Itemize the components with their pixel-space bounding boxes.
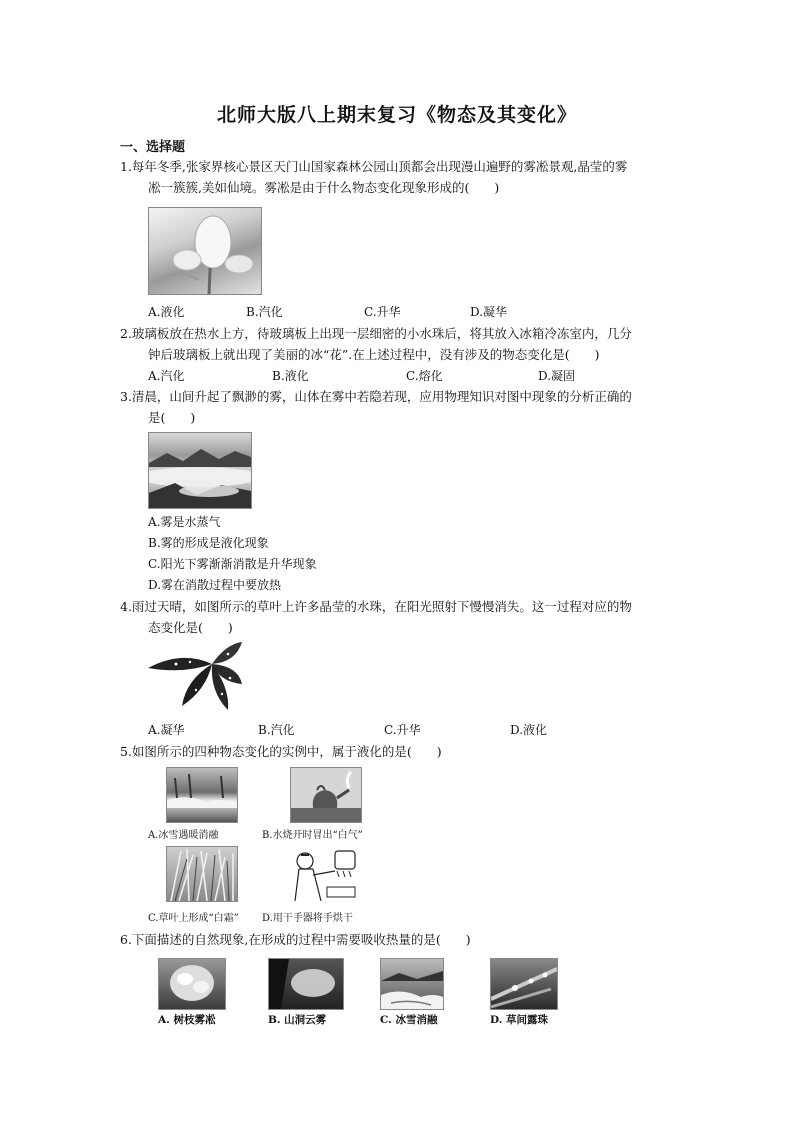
q3-option-a[interactable]: A.雾是水蒸气 — [148, 515, 221, 529]
q4-option-d[interactable]: D.液化 — [510, 723, 548, 737]
q5-photo-d — [290, 846, 362, 902]
q5-caption-c[interactable]: C.草叶上形成“白霜” — [148, 913, 239, 924]
q6-photo-b — [268, 958, 344, 1010]
dew-grass-image — [491, 959, 557, 1009]
question-3 — [120, 386, 700, 428]
leaves-image — [146, 640, 246, 712]
question-4-line-2: 态变化是( ) — [148, 620, 233, 635]
question-6-line-1: 6.下面描述的自然现象,在形成的过程中需要吸收热量的是( ) — [120, 932, 471, 947]
cave-mist-image — [269, 959, 343, 1009]
question-2-options — [148, 367, 708, 387]
q3-option-d[interactable]: D.雾在消散过程中要放热 — [148, 578, 282, 592]
question-2 — [120, 323, 700, 365]
question-1-line-2: 凇一簇簇,美如仙境。雾凇是由于什么物态变化现象形成的( ) — [148, 180, 500, 195]
q6-photo-a — [158, 958, 226, 1010]
q5-caption-d[interactable]: D.用干手器将手烘干 — [262, 913, 353, 924]
q2-option-d[interactable]: D.凝固 — [538, 369, 576, 383]
q2-option-a[interactable]: A.汽化 — [148, 369, 185, 383]
q5-caption-b[interactable]: B.水烧开时冒出“白气” — [262, 830, 363, 841]
q6-caption-a[interactable]: A. 树枝雾凇 — [158, 1014, 216, 1026]
question-2-line-1: 2.玻璃板放在热水上方，待玻璃板上出现一层细密的小水珠后，将其放入冰箱冷冻室内，几分 — [120, 326, 632, 341]
question-3-line-1: 3.清晨，山间升起了飘渺的雾，山体在雾中若隐若现，应用物理知识对图中现象的分析正确的 — [120, 389, 632, 404]
tree-rime-image — [159, 959, 225, 1009]
melting-snow-image — [167, 768, 237, 822]
question-5 — [120, 741, 700, 762]
question-1-line-1: 1.每年冬季,张家界核心景区天门山国家森林公园山顶都会出现漫山遍野的雾凇景观,晶莹的雾 — [120, 159, 628, 174]
q5-caption-a[interactable]: A.冰雪遇暖消融 — [148, 830, 219, 841]
q5-photo-c — [166, 846, 238, 902]
question-1-options — [148, 303, 708, 323]
q4-option-c[interactable]: C.升华 — [384, 723, 421, 737]
question-6 — [120, 929, 700, 950]
q4-option-b[interactable]: B.汽化 — [258, 723, 295, 737]
q5-photo-b — [290, 767, 362, 823]
kettle-image — [291, 768, 361, 822]
q1-option-d[interactable]: D.凝华 — [470, 305, 508, 319]
page-title: 北师大版八上期末复习《物态及其变化》 — [216, 104, 577, 126]
mountain-fog-image — [149, 433, 251, 508]
q4-option-a[interactable]: A.凝华 — [148, 723, 185, 737]
question-4-options — [148, 721, 708, 741]
q6-photo-d — [490, 958, 558, 1010]
question-2-line-2: 钟后玻璃板上就出现了美丽的冰“花”.在上述过程中，没有涉及的物态变化是( ) — [148, 347, 600, 362]
q1-option-c[interactable]: C.升华 — [364, 305, 401, 319]
question-5-line-1: 5.如图所示的四种物态变化的实例中，属于液化的是( ) — [120, 744, 442, 759]
q1-option-b[interactable]: B.汽化 — [246, 305, 283, 319]
q2-option-c[interactable]: C.熔化 — [406, 369, 443, 383]
q6-caption-d[interactable]: D. 草间露珠 — [490, 1014, 549, 1026]
q6-photo-c — [380, 958, 444, 1010]
q3-option-b[interactable]: B.雾的形成是液化现象 — [148, 536, 269, 550]
question-4-line-1: 4.雨过天晴，如图所示的草叶上许多晶莹的水珠，在阳光照射下慢慢消失。这一过程对应的物 — [120, 599, 632, 614]
hand-dryer-image — [291, 847, 361, 901]
rime-photo — [148, 207, 262, 295]
q6-caption-b[interactable]: B. 山洞云雾 — [268, 1014, 327, 1026]
mountain-fog-photo — [148, 432, 252, 509]
q5-photo-a — [166, 767, 238, 823]
q3-option-c[interactable]: C.阳光下雾渐渐消散是升华现象 — [148, 557, 317, 571]
question-3-line-2: 是( ) — [148, 410, 196, 425]
melting-ice-image — [381, 959, 443, 1009]
q6-caption-c[interactable]: C. 冰雪消融 — [380, 1014, 438, 1026]
frost-grass-image — [167, 847, 237, 901]
section-heading: 一、选择题 — [120, 140, 186, 155]
q2-option-b[interactable]: B.液化 — [272, 369, 309, 383]
rime-branch-image — [149, 208, 261, 294]
question-1 — [120, 156, 700, 198]
q1-option-a[interactable]: A.液化 — [148, 305, 185, 319]
question-4 — [120, 596, 700, 638]
leaves-photo — [146, 640, 246, 712]
